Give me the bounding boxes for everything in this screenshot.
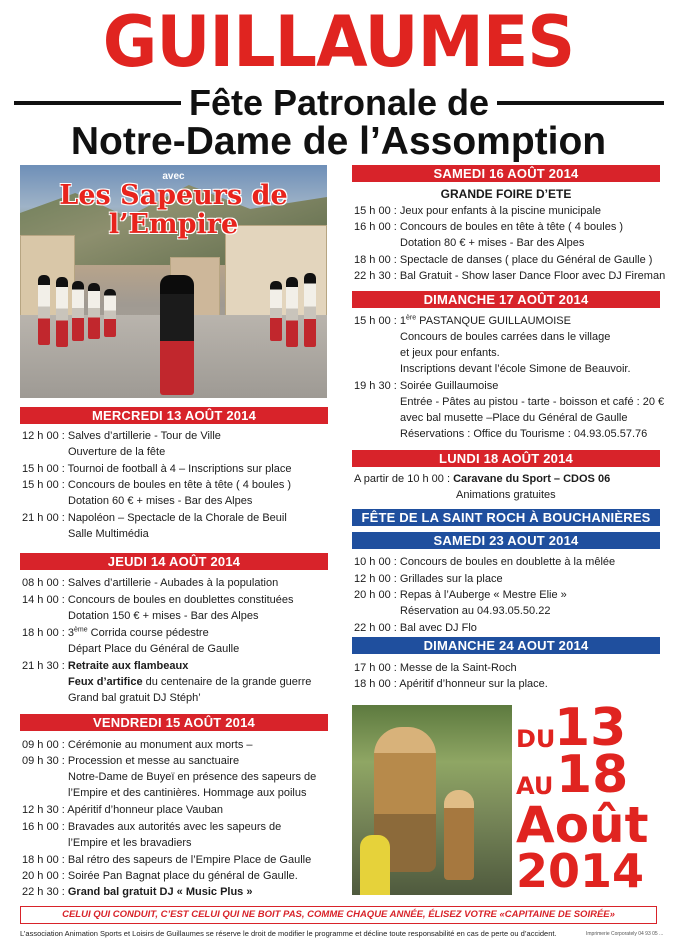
date-start-day: 13 [554, 698, 627, 758]
poster-title: GUILLAUMES [102, 1, 575, 83]
event-line: Animations gratuites [456, 489, 556, 501]
event-text: Corrida course pédestre [87, 627, 209, 639]
event-line: 14 h 00 : Concours de boules en doublettes constituées [22, 594, 294, 606]
event-line: 12 h 00 : Salves d’artillerie - Tour de Ville [22, 430, 221, 442]
event-line: 10 h 00 : Concours de boules en doublette à la mêlée [354, 556, 616, 568]
event-line: 18 h 00 : Spectacle de danses ( place du Général de Gaulle ) [354, 254, 653, 266]
event-highlight: Feux d’artifice [68, 676, 143, 688]
legal-notice: L’association Animation Sports et Loisirs de Guillaumes se réserve le droit de modifier le programme et décline toute responsabilité en cas de perte ou d’accident. [20, 929, 557, 938]
event-time: A partir de 10 h 00 : [354, 473, 454, 485]
event-line: 09 h 00 : Cérémonie au monument aux morts – [22, 739, 253, 751]
left-rule [14, 101, 181, 105]
event-line [354, 313, 571, 329]
event-line: 15 h 00 : Tournoi de football à 4 – Inscriptions sur place [22, 463, 292, 475]
soldier-figure [304, 273, 316, 347]
event-line: Réservations : Office du Tourisme : 04.93.05.57.76 [400, 428, 648, 440]
event-line: 18 h 00 : Apéritif d’honneur sur la place. [354, 678, 548, 690]
event-line: Inscriptions devant l’école Simone de Beauvoir. [400, 363, 631, 375]
event-time: 21 h 30 : [22, 660, 68, 672]
foire-title: GRANDE FOIRE D’ETE [440, 187, 572, 201]
event-line: 20 h 00 : Repas à l’Auberge « Mestre Elie » [354, 589, 567, 601]
event-line: 20 h 00 : Soirée Pan Bagnat place du général de Gaulle. [22, 870, 298, 882]
event-text: du centenaire de la grande guerre [142, 676, 312, 688]
day-header-jeudi: JEUDI 14 AOÛT 2014 [20, 553, 328, 570]
safety-warning: CELUI QUI CONDUIT, C’EST CELUI QUI NE BOIT PAS, COMME CHAQUE ANNÉE, ÉLISEZ VOTRE «CAPITAINE DE SOIRÉE» [20, 906, 657, 924]
soldier-figure [286, 277, 298, 347]
date-month: Août [516, 796, 649, 854]
event-line: avec bal musette –Place du Général de Gaulle [400, 412, 628, 424]
event-line: Salle Multimédia [68, 528, 149, 540]
saint-roch-header: FÊTE DE LA SAINT ROCH À BOUCHANIÈRES [352, 509, 660, 526]
event-line [22, 625, 209, 641]
event-line: 09 h 30 : Procession et messe au sanctuaire [22, 755, 240, 767]
date-year: 2014 [516, 844, 645, 898]
soldier-figure [38, 275, 50, 345]
event-line: l’Empire et les bravadiers [68, 837, 192, 849]
soldier-figure [270, 281, 282, 341]
event-line: 12 h 00 : Grillades sur la place [354, 573, 503, 585]
event-line: 22 h 30 : Bal Gratuit - Show laser Dance Floor avec DJ Fireman [354, 270, 666, 282]
event-line: 15 h 00 : Jeux pour enfants à la piscine municipale [354, 205, 602, 217]
event-line: 21 h 00 : Napoléon – Spectacle de la Chorale de Beuil [22, 512, 287, 524]
photo-avec: avec [162, 171, 185, 182]
subtitle-assomption: Notre-Dame de l’Assomption [70, 120, 607, 163]
event-line: 22 h 00 : Bal avec DJ Flo [354, 622, 477, 634]
soldier-figure [104, 289, 116, 337]
lead-sapeur-figure [160, 275, 194, 395]
event-line: Grand bal gratuit DJ Stéph’ [68, 692, 201, 704]
event-line: Ouverture de la fête [68, 446, 166, 458]
photo-sapeurs-line2: l’Empire [108, 209, 239, 240]
event-line: 12 h 30 : Apéritif d’honneur place Vauban [22, 804, 224, 816]
right-rule [497, 101, 664, 105]
event-line: Entrée - Pâtes au pistou - tarte - boisson et café : 20 € [400, 396, 665, 408]
bearer-figure [360, 835, 390, 895]
event-line: l’Empire et des cantinières. Hommage aux poilus [68, 787, 307, 799]
event-highlight: Caravane du Sport – CDOS 06 [453, 473, 611, 485]
event-line: 16 h 00 : Concours de boules en tête à tête ( 4 boules ) [354, 221, 624, 233]
date-du: DU [516, 725, 556, 753]
event-line: 08 h 00 : Salves d’artillerie - Aubades à la population [22, 577, 279, 589]
subtitle-fete: Fête Patronale de [188, 82, 490, 123]
event-line [22, 884, 252, 900]
date-end-day: 18 [556, 745, 629, 805]
event-text: 18 h 00 : 3 [22, 627, 74, 639]
event-text: 15 h 00 : 1 [354, 315, 406, 327]
printer-credit: Imprimerie Corporately 04 93 05 ... [586, 931, 664, 937]
event-line: Notre-Dame de Buyeï en présence des sapeurs de [68, 771, 317, 783]
event-line: 16 h 00 : Bravades aux autorités avec les sapeurs de [22, 821, 282, 833]
event-line: Concours de boules carrées dans le village [400, 331, 611, 343]
event-text: PASTANQUE GUILLAUMOISE [416, 315, 571, 327]
date-au: AU [516, 772, 554, 800]
event-time: 22 h 30 : [22, 886, 68, 898]
photo-sapeurs-title [20, 181, 327, 239]
soldier-figure [88, 283, 100, 339]
event-line: 19 h 30 : Soirée Guillaumoise [354, 380, 499, 392]
day-header-samedi-23: SAMEDI 23 AOUT 2014 [352, 532, 660, 549]
day-header-lundi-18: LUNDI 18 AOÛT 2014 [352, 450, 660, 467]
event-line [22, 658, 188, 674]
subtitle-row [14, 82, 664, 124]
event-line [354, 471, 610, 487]
event-line: Dotation 80 € + mises - Bar des Alpes [400, 237, 585, 249]
event-line: Dotation 150 € + mises - Bar des Alpes [68, 610, 259, 622]
ordinal-suffix: ème [74, 626, 88, 634]
event-line [68, 674, 311, 690]
sapeurs-photo [20, 165, 327, 398]
event-line: Départ Place du Général de Gaulle [68, 643, 240, 655]
ordinal-suffix: ère [406, 314, 417, 322]
saint-statue [444, 790, 474, 880]
event-line: Réservation au 04.93.05.50.22 [400, 605, 551, 617]
soldier-figure [72, 281, 84, 341]
event-highlight: Grand bal gratuit DJ « Music Plus » [67, 886, 253, 898]
soldier-figure [56, 277, 68, 347]
event-line: Dotation 60 € + mises - Bar des Alpes [68, 495, 253, 507]
day-header-samedi-16: SAMEDI 16 AOÛT 2014 [352, 165, 660, 182]
day-header-vendredi: VENDREDI 15 AOÛT 2014 [20, 714, 328, 731]
event-line: 18 h 00 : Bal rétro des sapeurs de l’Empire Place de Gaulle [22, 854, 312, 866]
day-header-dimanche-24: DIMANCHE 24 AOUT 2014 [352, 637, 660, 654]
procession-photo [352, 705, 512, 895]
event-line: et jeux pour enfants. [400, 347, 500, 359]
event-line: 15 h 00 : Concours de boules en tête à tête ( 4 boules ) [22, 479, 292, 491]
day-header-mercredi: MERCREDI 13 AOÛT 2014 [20, 407, 328, 424]
event-highlight: Retraite aux flambeaux [67, 660, 189, 672]
day-header-dimanche-17: DIMANCHE 17 AOÛT 2014 [352, 291, 660, 308]
event-line: 17 h 00 : Messe de la Saint-Roch [354, 662, 517, 674]
photo-sapeurs-line1: Les Sapeurs de [59, 180, 288, 211]
